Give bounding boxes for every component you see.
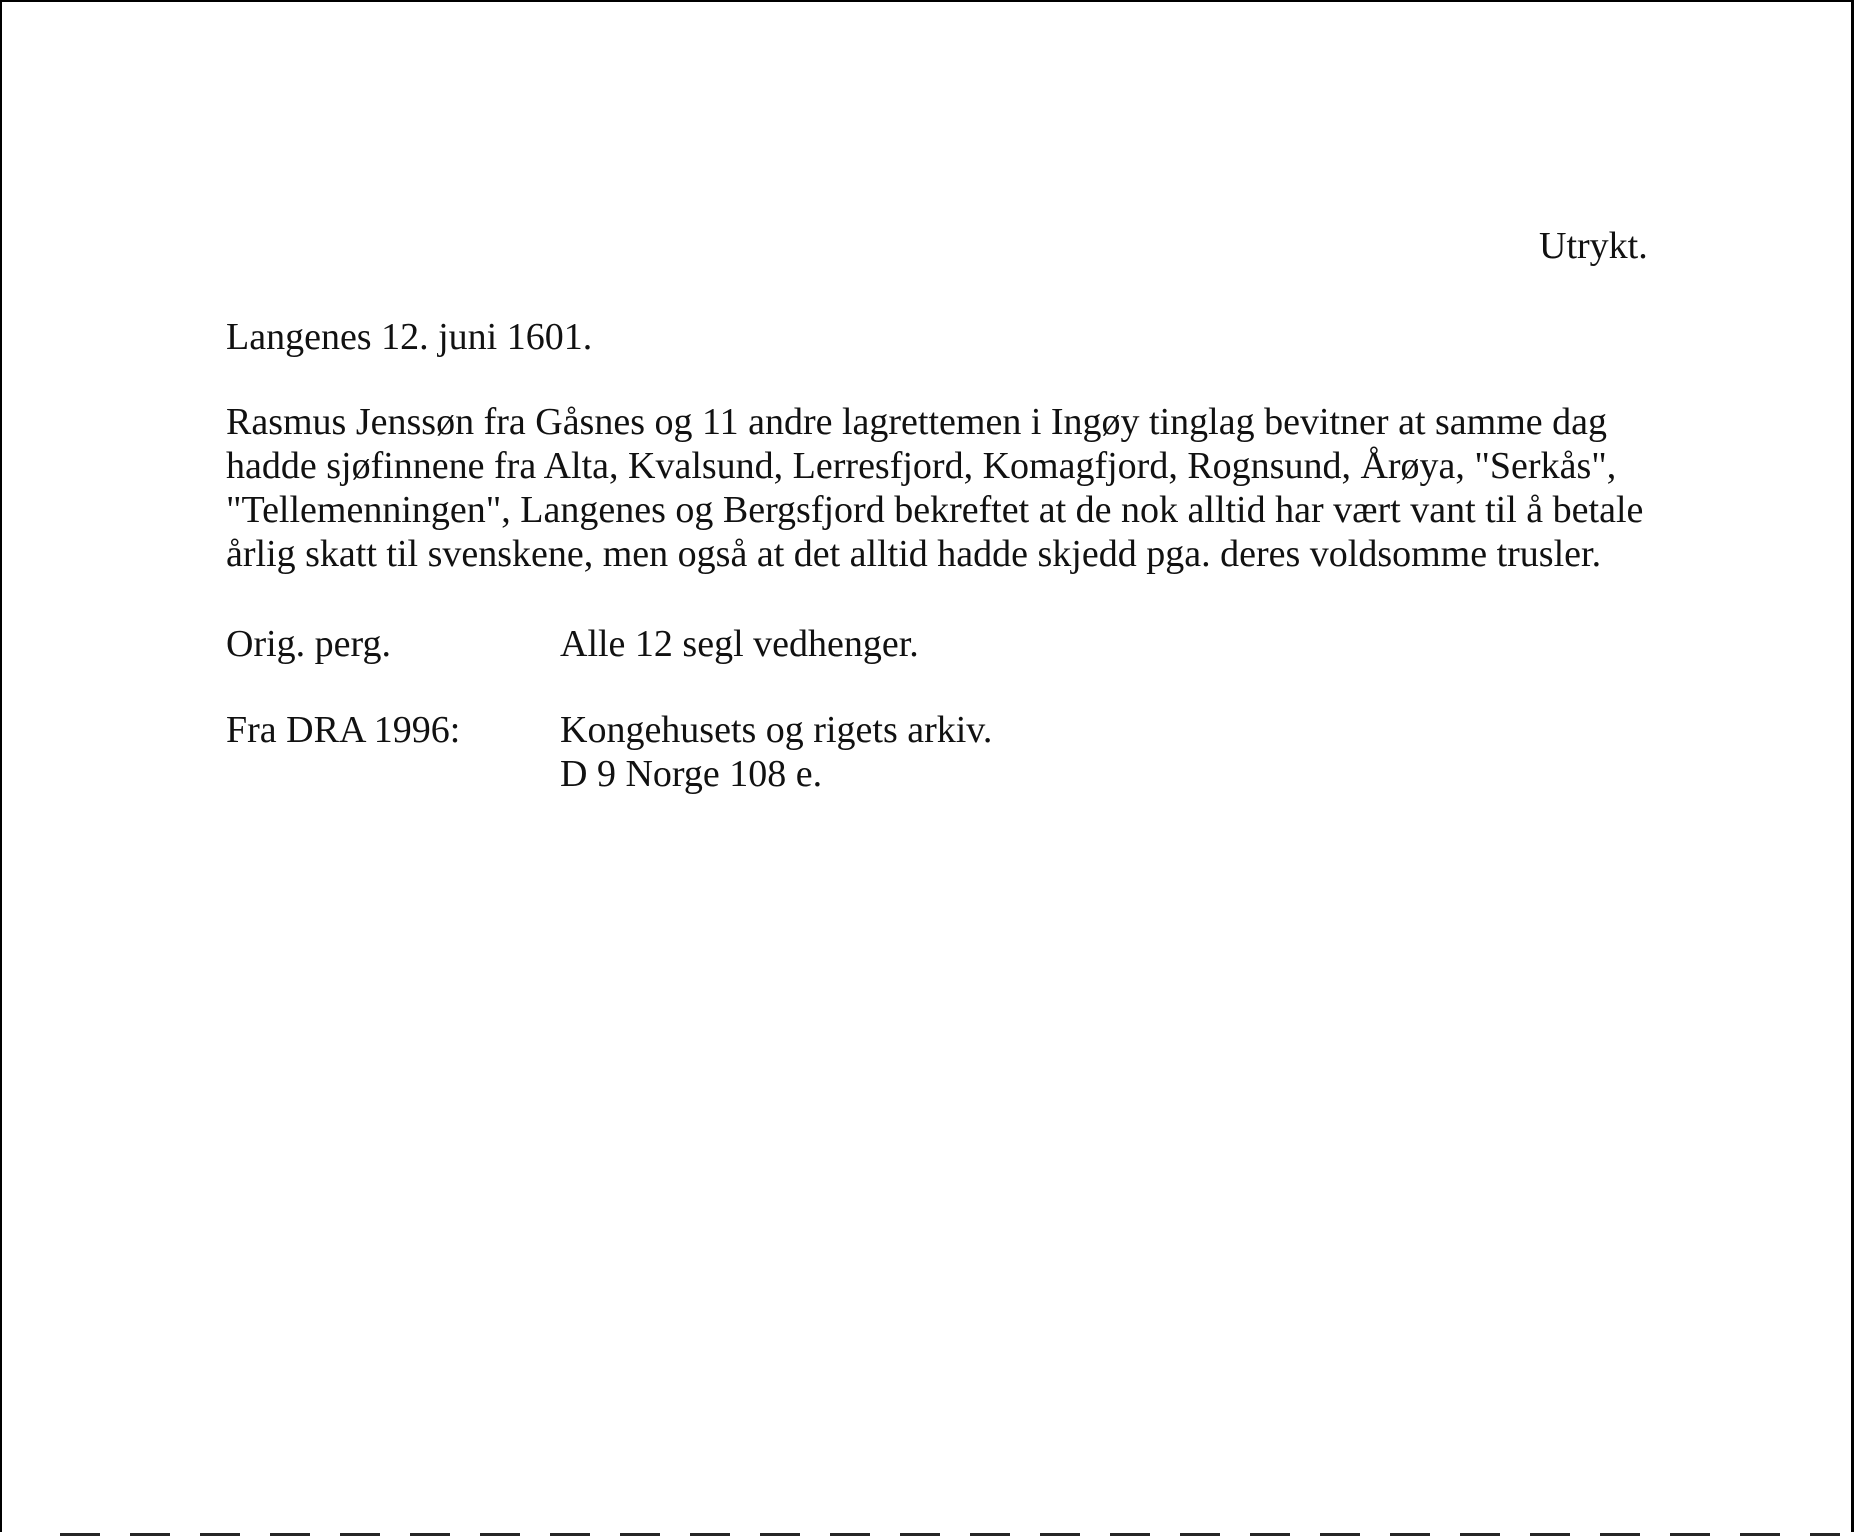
source-label: Fra DRA 1996:	[226, 709, 461, 751]
print-status: Utrykt.	[1539, 225, 1648, 267]
original-label: Orig. perg.	[226, 623, 391, 665]
summary-line: hadde sjøfinnene fra Alta, Kvalsund, Lerresfjord, Komagfjord, Rognsund, Årøya, "Serkås",	[226, 445, 1617, 487]
original-value-line: Alle 12 segl vedhenger.	[560, 623, 919, 665]
original-value	[560, 622, 919, 666]
source-value-line: Kongehusets og rigets arkiv.	[560, 709, 993, 751]
source-value	[560, 708, 992, 796]
source-value-line: D 9 Norge 108 e.	[560, 753, 823, 795]
summary-line: Rasmus Jenssøn fra Gåsnes og 11 andre lagrettemen i Ingøy tinglag bevitner at samme dag	[226, 401, 1608, 443]
summary-line: "Tellemenningen", Langenes og Bergsfjord bekreftet at de nok alltid har vært vant til å betale	[226, 489, 1644, 531]
document-summary	[226, 400, 1644, 576]
document-place-date: Langenes 12. juni 1601.	[226, 316, 593, 358]
summary-line: årlig skatt til svenskene, men også at det alltid hadde skjedd pga. deres voldsomme trusler.	[226, 533, 1602, 575]
